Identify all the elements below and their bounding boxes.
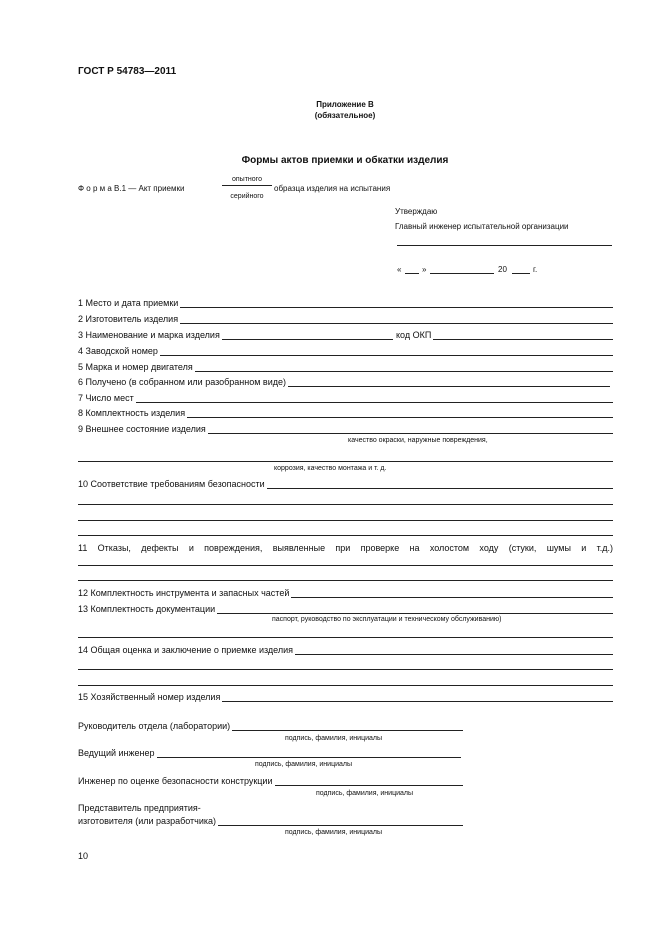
- approval-year-prefix: 20: [498, 265, 507, 274]
- item-9-line-2[interactable]: [78, 461, 613, 462]
- approval-signature-line[interactable]: [397, 245, 612, 246]
- item-11-label: 11 Отказы, дефекты и повреждения, выявленные при проверке на холостом ходу (стуки, шумы и т.д.): [78, 543, 613, 553]
- section-title: Формы актов приемки и обкатки изделия: [241, 155, 449, 166]
- item-13-line-2[interactable]: [78, 637, 613, 638]
- form-label: Ф о р м а В.1 — Акт приемки: [78, 184, 185, 193]
- signature-3-hint: подпись, фамилия, инициалы: [316, 790, 414, 797]
- item-9-label: 9 Внешнее состояние изделия: [78, 424, 206, 434]
- item-6-row[interactable]: [78, 377, 610, 387]
- item-8-row[interactable]: [78, 408, 613, 418]
- item-14-label: 14 Общая оценка и заключение о приемке изделия: [78, 645, 294, 655]
- approval-approve: Утверждаю: [395, 207, 438, 216]
- item-1-row[interactable]: [78, 298, 613, 308]
- item-9-field[interactable]: [208, 425, 613, 434]
- signature-1-field[interactable]: [232, 722, 463, 731]
- item-8-field[interactable]: [187, 409, 613, 418]
- form-option-top: опытного: [232, 176, 262, 183]
- item-11-line-1[interactable]: [78, 565, 613, 566]
- approval-who: Главный инженер испытательной организации: [395, 222, 569, 231]
- standard-number: ГОСТ Р 54783—2011: [78, 66, 177, 77]
- item-6-field[interactable]: [288, 378, 610, 387]
- signature-4-label-line-1: Представитель предприятия-: [78, 803, 201, 813]
- item-12-field[interactable]: [291, 589, 613, 598]
- item-2-label: 2 Изготовитель изделия: [78, 314, 179, 324]
- signature-4-label: изготовителя (или разработчика): [78, 816, 217, 826]
- item-12-row[interactable]: [78, 588, 613, 598]
- appendix-title: Приложение В: [316, 100, 374, 109]
- approval-quote-open: «: [397, 265, 402, 274]
- signature-3-field[interactable]: [275, 777, 464, 786]
- item-10-field[interactable]: [267, 480, 613, 489]
- item-3-label: 3 Наименование и марка изделия: [78, 330, 220, 340]
- item-14-row[interactable]: [78, 645, 613, 655]
- item-13-hint: паспорт, руководство по эксплуатации и техническому обслуживанию): [272, 616, 502, 623]
- item-8-label: 8 Комплектность изделия: [78, 408, 186, 418]
- item-13-label: 13 Комплектность документации: [78, 604, 216, 614]
- signature-2-row[interactable]: [78, 748, 461, 758]
- item-2-row[interactable]: [78, 314, 613, 324]
- signature-3-label: Инженер по оценке безопасности конструкции: [78, 776, 273, 786]
- signature-4-hint: подпись, фамилия, инициалы: [285, 829, 383, 836]
- item-7-row[interactable]: [78, 393, 613, 403]
- signature-4-field[interactable]: [218, 817, 463, 826]
- item-3-field[interactable]: [222, 331, 393, 340]
- approval-year-suffix: г.: [533, 265, 538, 274]
- item-14-line-3[interactable]: [78, 685, 613, 686]
- form-option-bottom: серийного: [230, 193, 264, 200]
- item-1-field[interactable]: [180, 299, 613, 308]
- item-10-label: 10 Соответствие требованиям безопасности: [78, 479, 265, 489]
- signature-2-label: Ведущий инженер: [78, 748, 155, 758]
- item-12-label: 12 Комплектность инструмента и запасных частей: [78, 588, 290, 598]
- item-5-label: 5 Марка и номер двигателя: [78, 362, 193, 372]
- approval-quote-close: »: [422, 265, 427, 274]
- item-10-line-4[interactable]: [78, 535, 613, 536]
- item-9-row[interactable]: [78, 424, 613, 434]
- item-3-row[interactable]: [78, 330, 393, 340]
- item-13-row[interactable]: [78, 604, 613, 614]
- item-15-row[interactable]: [78, 692, 613, 702]
- item-1-label: 1 Место и дата приемки: [78, 298, 179, 308]
- item-6-label: 6 Получено (в собранном или разобранном виде): [78, 377, 286, 387]
- signature-2-field[interactable]: [157, 749, 461, 758]
- item-9-hint-2: коррозия, качество монтажа и т. д.: [274, 465, 387, 472]
- approval-year-field[interactable]: [512, 273, 530, 274]
- signature-2-hint: подпись, фамилия, инициалы: [255, 761, 353, 768]
- appendix-status: (обязательное): [314, 111, 376, 120]
- item-5-field[interactable]: [195, 363, 613, 372]
- item-2-field[interactable]: [180, 315, 613, 324]
- signature-1-row[interactable]: [78, 721, 463, 731]
- item-10-line-2[interactable]: [78, 504, 613, 505]
- item-10-line-3[interactable]: [78, 520, 613, 521]
- item-11-line-2[interactable]: [78, 580, 613, 581]
- item-14-field[interactable]: [295, 646, 613, 655]
- item-9-hint-1: качество окраски, наружные повреждения,: [348, 437, 488, 444]
- page-number: 10: [78, 851, 89, 861]
- signature-4-row[interactable]: [78, 816, 463, 826]
- approval-day-field[interactable]: [405, 273, 419, 274]
- approval-month-field[interactable]: [430, 273, 494, 274]
- item-3-okp-label: код ОКП: [396, 330, 432, 340]
- item-4-field[interactable]: [160, 347, 613, 356]
- item-4-label: 4 Заводской номер: [78, 346, 158, 356]
- item-14-line-2[interactable]: [78, 669, 613, 670]
- item-3-okp-row[interactable]: [396, 330, 613, 340]
- item-7-field[interactable]: [136, 394, 613, 403]
- signature-1-label: Руководитель отдела (лаборатории): [78, 721, 231, 731]
- signature-1-hint: подпись, фамилия, инициалы: [285, 735, 383, 742]
- item-3-okp-field[interactable]: [433, 331, 613, 340]
- item-7-label: 7 Число мест: [78, 393, 134, 403]
- item-15-field[interactable]: [222, 693, 613, 702]
- item-13-field[interactable]: [217, 605, 613, 614]
- form-tail: образца изделия на испытания: [274, 184, 391, 193]
- item-4-row[interactable]: [78, 346, 613, 356]
- item-5-row[interactable]: [78, 362, 613, 372]
- item-10-row[interactable]: [78, 479, 613, 489]
- signature-3-row[interactable]: [78, 776, 463, 786]
- form-option-divider: [222, 185, 272, 186]
- item-15-label: 15 Хозяйственный номер изделия: [78, 692, 221, 702]
